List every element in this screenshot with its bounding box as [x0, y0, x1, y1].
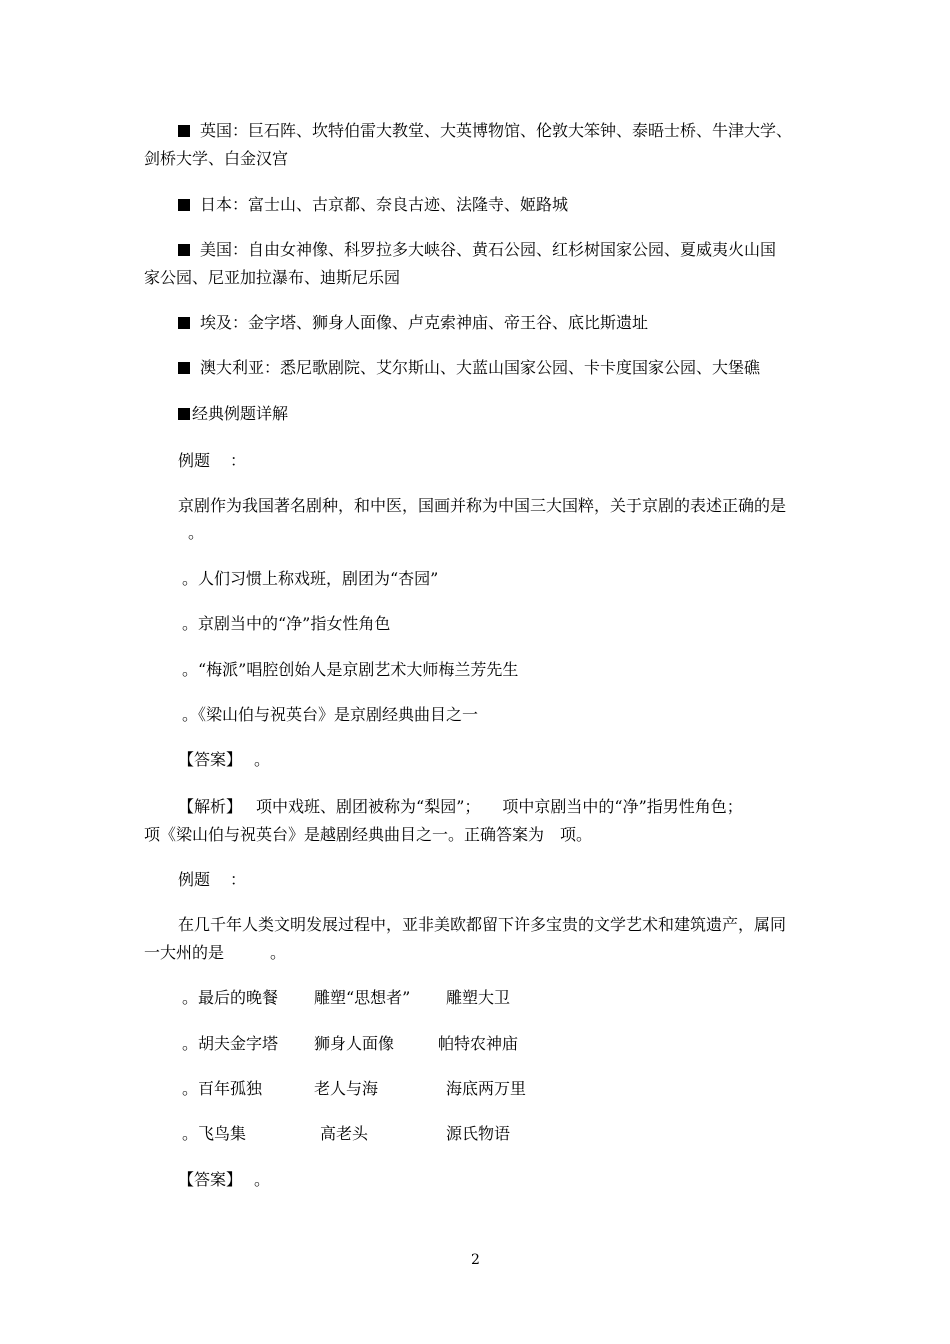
example2-question-continued: 一大州的是 。 [144, 943, 287, 962]
landmark-uk: 英国：巨石阵、坎特伯雷大教堂、大英博物馆、伦敦大笨钟、泰晤士桥、牛津大学、 [178, 121, 792, 141]
example2-option-c-item3: 海底两万里 [446, 1079, 527, 1098]
bullet-square-icon [178, 199, 190, 211]
example2-option-a-item3: 雕塑大卫 [446, 988, 511, 1007]
example2-option-c: 。百年孤独 [182, 1079, 263, 1098]
example1-option-d: 。《梁山伯与祝英台》是京剧经典曲目之一 [182, 705, 479, 724]
example1-option-b: 。京剧当中的“净”指女性角色 [182, 614, 391, 633]
landmark-uk-continued: 剑桥大学、白金汉宫 [144, 149, 289, 168]
example1-analysis-continued: 项《梁山伯与祝英台》是越剧经典曲目之一。正确答案为 项。 [144, 825, 593, 844]
example2-option-c-item2: 老人与海 [314, 1079, 379, 1098]
example2-option-b-item3: 帕特农神庙 [438, 1034, 519, 1053]
landmark-egypt: 埃及：金字塔、狮身人面像、卢克索神庙、帝王谷、底比斯遗址 [178, 313, 648, 333]
bullet-square-icon [178, 244, 190, 256]
bullet-square-icon [178, 317, 190, 329]
example1-question: 京剧作为我国著名剧种，和中医，国画并称为中国三大国粹，关于京剧的表述正确的是 [178, 496, 787, 515]
landmark-usa: 美国：自由女神像、科罗拉多大峡谷、黄石公园、红杉树国家公园、夏威夷火山国 [178, 240, 776, 260]
example2-option-a: 。最后的晚餐 [182, 988, 279, 1007]
example2-answer: 【答案】 。 [178, 1170, 271, 1189]
bullet-square-icon [178, 362, 190, 374]
example1-option-c: 。“梅派”唱腔创始人是京剧艺术大师梅兰芳先生 [182, 660, 519, 679]
example1-question-end: 。 [188, 523, 205, 542]
example1-answer: 【答案】 。 [178, 750, 271, 769]
example2-option-b: 。胡夫金字塔 [182, 1034, 279, 1053]
example2-option-b-item2: 狮身人面像 [314, 1034, 395, 1053]
example2-option-d-item3: 源氏物语 [446, 1124, 511, 1143]
landmark-japan: 日本：富士山、古京都、奈良古迹、法隆寺、姬路城 [178, 195, 568, 215]
bullet-square-icon [178, 408, 190, 420]
example2-option-d-item2: 高老头 [320, 1124, 369, 1143]
example2-question: 在几千年人类文明发展过程中，亚非美欧都留下许多宝贵的文学艺术和建筑遗产，属同 [178, 915, 787, 934]
page-number: 2 [471, 1252, 480, 1268]
landmark-usa-continued: 家公园、尼亚加拉瀑布、迪斯尼乐园 [144, 268, 401, 287]
example2-label: 例题 ： [178, 870, 247, 889]
example1-option-a: 。人们习惯上称戏班，剧团为“杏园” [182, 569, 439, 588]
bullet-square-icon [178, 125, 190, 137]
example2-option-a-item2: 雕塑“思想者” [314, 988, 411, 1007]
example1-label: 例题 ： [178, 451, 247, 470]
landmark-australia: 澳大利亚：悉尼歌剧院、艾尔斯山、大蓝山国家公园、卡卡度国家公园、大堡礁 [178, 358, 760, 378]
example2-option-d: 。飞鸟集 [182, 1124, 247, 1143]
section-title: 经典例题详解 [178, 404, 288, 424]
example1-analysis: 【解析】 项中戏班、剧团被称为“梨园”； 项中京剧当中的“净”指男性角色； [178, 797, 743, 816]
